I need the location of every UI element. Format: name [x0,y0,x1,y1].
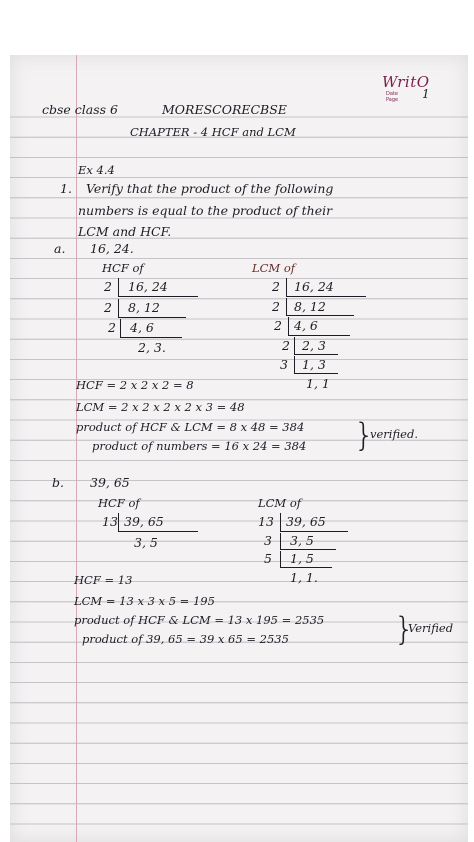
part-b-hcf-title: HCF of [98,496,140,510]
part-a-lcm-row: 1, 1 [306,376,330,391]
part-b-lcm-divisor: 3 [264,533,272,548]
part-b-lcm-result: LCM = 13 x 3 x 5 = 195 [74,594,215,608]
part-b-lcm-row: 3, 5 [290,533,314,548]
part-a-lcm-row: 4, 6 [294,318,318,333]
part-b-lcm-divisor: 5 [264,551,272,566]
brand-logo [382,73,444,105]
date-label: Date [386,91,398,97]
question-number: 1. [60,181,72,196]
part-b-hcf-result: HCF = 13 [74,573,133,587]
part-a-lcm-row: 1, 3 [302,357,326,372]
part-a-hcf-divisor: 2 [104,279,112,294]
part-a-lcm-result: LCM = 2 x 2 x 2 x 2 x 3 = 48 [76,400,245,414]
division-bar [118,531,198,532]
division-bar [280,513,281,532]
division-bar [118,299,119,317]
division-bar [120,337,182,338]
brace-icon: } [394,610,415,648]
division-bar [280,549,336,550]
part-b-product-line: product of HCF & LCM = 13 x 195 = 2535 [74,613,325,627]
division-bar [286,298,287,316]
brand-name: WritO [382,73,430,91]
part-a-hcf-title: HCF of [102,261,144,275]
division-bar [280,533,281,550]
part-a-lcm-row: 16, 24 [294,279,334,294]
division-bar [286,278,287,296]
part-b-lcm-row: 1, 1. [290,570,318,585]
chapter-title: CHAPTER - 4 HCF and LCM [130,125,296,139]
part-a-label: a. [54,241,66,256]
part-b-numbers: 39, 65 [90,475,130,490]
part-b-lcm-row: 1, 5 [290,551,314,566]
part-b-label: b. [52,475,64,490]
part-a-hcf-row: 4, 6 [130,320,154,335]
exercise-label: Ex 4.4 [78,163,115,177]
division-bar [286,296,366,297]
part-b-hcf-row: 3, 5 [134,535,158,550]
brand-meta [386,91,398,103]
notebook-page [10,55,468,842]
division-bar [120,319,121,337]
page-number: 1 [422,87,430,101]
division-bar [294,356,295,374]
part-a-hcf-result: HCF = 2 x 2 x 2 = 8 [76,378,194,392]
part-b-lcm-title: LCM of [258,496,302,510]
part-a-lcm-divisor: 2 [282,338,290,353]
question-line-2: numbers is equal to the product of their [78,203,333,218]
part-a-hcf-divisor: 2 [108,320,116,335]
part-a-lcm-title: LCM of [252,261,296,275]
division-bar [294,354,338,355]
part-a-numbers: 16, 24. [90,241,134,256]
part-a-hcf-divisor: 2 [104,300,112,315]
part-a-lcm-divisor: 3 [280,357,288,372]
division-bar [288,335,350,336]
question-line-3: LCM and HCF. [78,224,172,239]
margin-line [76,55,77,842]
part-a-hcf-row: 8, 12 [128,300,160,315]
part-a-verified: verified. [370,427,418,441]
header-site: MORESCORECBSE [162,102,287,117]
question-line-1: Verify that the product of the following [86,181,334,196]
part-a-lcm-divisor: 2 [272,279,280,294]
part-a-lcm-divisor: 2 [272,299,280,314]
part-a-lcm-divisor: 2 [274,318,282,333]
division-bar [118,513,119,532]
division-bar [286,315,354,316]
division-bar [294,337,295,355]
division-bar [118,317,186,318]
part-a-product-line: product of HCF & LCM = 8 x 48 = 384 [76,420,305,434]
division-bar [294,373,338,374]
division-bar [288,317,289,335]
part-b-hcf-row: 39, 65 [124,514,164,529]
part-a-lcm-row: 2, 3 [302,338,326,353]
part-a-hcf-row: 2, 3. [138,340,166,355]
division-bar [118,278,119,296]
part-b-lcm-divisor: 13 [258,514,274,529]
division-bar [118,296,198,297]
part-b-verified: Verified [408,621,454,635]
division-bar [280,531,348,532]
header-class: cbse class 6 [42,102,118,117]
part-b-numbers-line: product of 39, 65 = 39 x 65 = 2535 [82,632,289,646]
part-a-hcf-row: 16, 24 [128,279,168,294]
division-bar [280,567,332,568]
part-b-hcf-divisor: 13 [102,514,118,529]
division-bar [280,551,281,568]
page-label: Page [386,97,399,103]
part-a-numbers-line: product of numbers = 16 x 24 = 384 [92,439,307,453]
brace-icon: } [354,416,375,454]
part-a-lcm-row: 8, 12 [294,299,326,314]
part-b-lcm-row: 39, 65 [286,514,326,529]
